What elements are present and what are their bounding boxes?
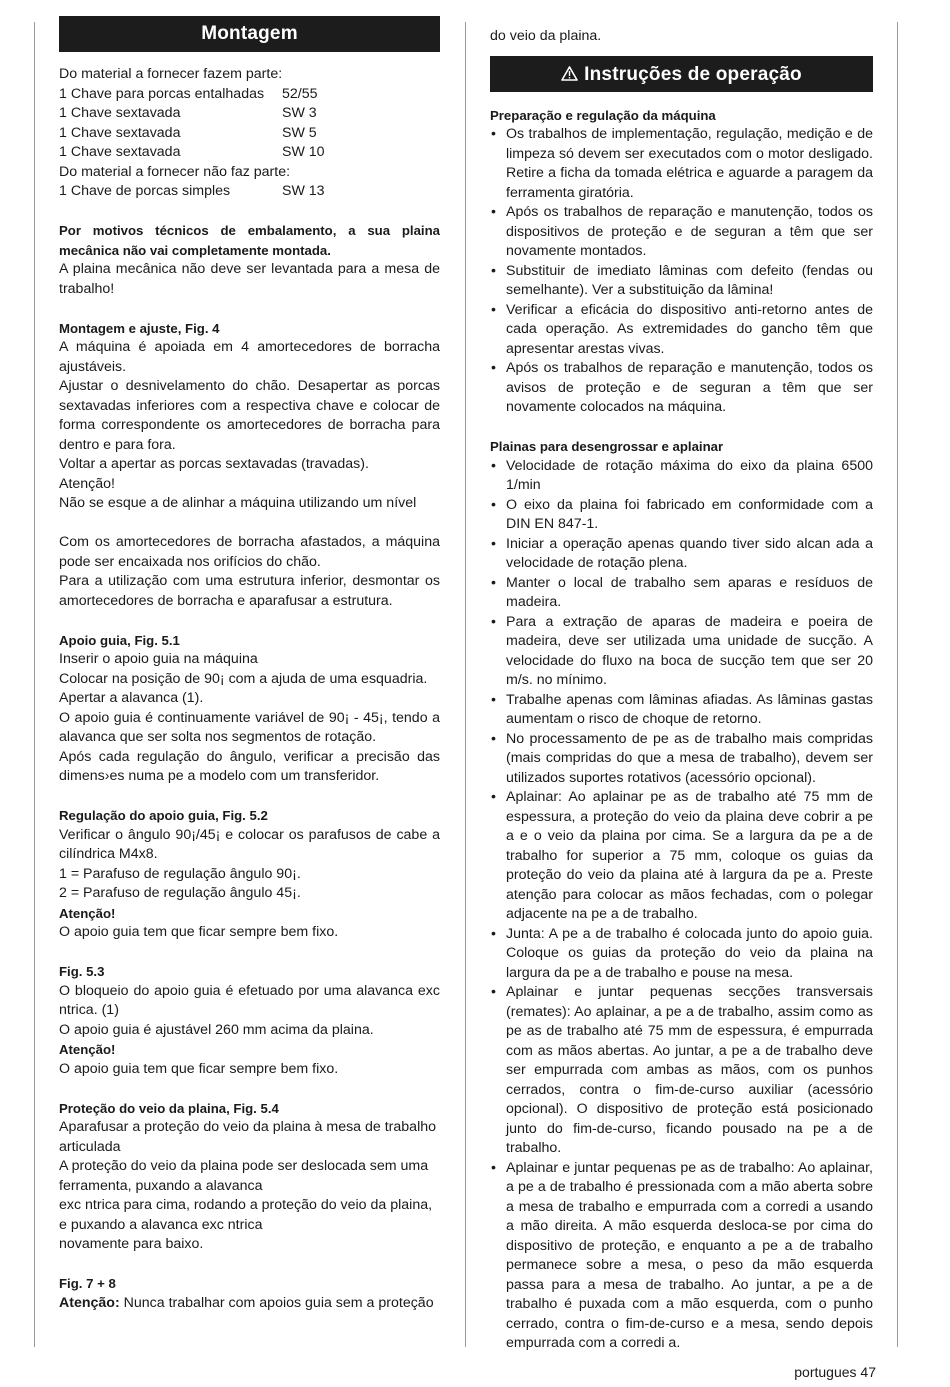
supply-item-size: SW 3 [282,105,317,121]
supply-item [59,124,440,144]
mount-line: Com os amortecedores de borracha afastados, a máquina pode ser encaixada nos orifícios do chão. [59,534,440,570]
not-included-item [59,182,440,202]
supply-item-name: 1 Chave sextavada [59,105,181,121]
mount-line: A máquina é apoiada em 4 amortecedores de borracha ajustáveis. [59,339,440,375]
warning-triangle-icon [561,56,578,92]
list-item: • Iniciar a operação apenas quando tiver sido alcan ada a velocidade de rotação plena. [490,535,873,574]
supply-item-name: 1 Chave sextavada [59,124,181,141]
list-item: • Aplainar e juntar pequenas secções transversais (remates): Ao aplainar, a pe a de trabalho, assim como as pe as de trabalho até 75 mm de espessura, é empurrada com as mãos abertas. Ao juntar, a pe a de trabalho deve ser empurrada com ambas as mãos, com os punhos cerrados, contra o fim-de-curso auxiliar (acessório opcional). O dispositivo de proteção está posicionado junto do fim-de-curso, ficando pousado na pe a de trabalho. [490,983,873,1159]
fig78-line [59,1294,440,1314]
list-item: • Substituir de imediato lâminas com defeito (fendas ou semelhante). Ver a substituição da lâmina! [490,262,873,301]
guide-line: O apoio guia é continuamente variável de 90¡ - 45¡, tendo a alavanca que ser solta nos segmentos de rotação. [59,709,440,745]
list-item: • Aplainar: Ao aplainar pe as de trabalho até 75 mm de espessura, a proteção do veio da plaina deve cobrir a pe a e o veio da plaina por cima. Se a largura da pe a de trabalho for superior a 75 mm, coloque os guias da proteção do veio da plaina até à largura da pe a. Preste atenção para colocar as mãos fechadas, com o polegar adjacente na pe a de trabalho. [490,788,873,925]
protection-heading: Proteção do veio da plaina, Fig. 5.4 [59,1100,279,1116]
list-item: • No processamento de pe as de trabalho mais compridas (mais compridas do que a mesa de trabalho), devem ser utilizados suportes rotativos (acessório opcional). [490,730,873,789]
fig78-heading: Fig. 7 + 8 [59,1276,116,1291]
planing-list [490,457,873,1354]
guide-line: Inserir o apoio guia na máquina [59,651,258,667]
mount-line: Ajustar o desnivelamento do chão. Desapertar as porcas sextavadas inferiores com a respectiva chave e colocar de forma correspondente os amortecedores de borracha para dentro e para fora. [59,378,440,453]
mount-line: Atenção! [59,475,116,492]
guide-line: Apertar a alavanca (1). [59,690,204,706]
guide-heading: Apoio guia, Fig. 5.1 [59,632,180,648]
section-title-text: Instruções de operação [584,63,802,85]
regulation-heading: Regulação do apoio guia, Fig. 5.2 [59,808,268,823]
list-item: • Para a extração de aparas de madeira e poeira de madeira, deve ser utilizada uma unidade de sucção. A velocidade do fluxo na boca de sucção tem que ser 20 m/s. no mínimo. [490,613,873,691]
list-item: • Os trabalhos de implementação, regulação, medição e de limpeza só devem ser executados com o motor desligado. Retire a ficha da tomada elétrica e aguarde a paragem da ferramenta giratória. [490,125,873,203]
list-item: • Manter o local de trabalho sem aparas e resíduos de madeira. [490,574,873,613]
not-included-size: SW 13 [282,183,325,199]
fig53-heading: Fig. 5.3 [59,964,105,979]
fig53-attention: Atenção! [59,1042,116,1057]
fig78-attention: Atenção: [59,1294,120,1311]
preparation-list [490,125,873,418]
list-item: • Após os trabalhos de reparação e manutenção, todos os dispositivos de proteção e de seguran a têm que ser novamente montados. [490,203,873,262]
mount-line: Voltar a apertar as porcas sextavadas (travadas). [59,456,369,472]
not-included-intro: Do material a fornecer não faz parte: [59,163,291,180]
right-margin-rule [897,22,898,1347]
mount-heading: Montagem e ajuste, Fig. 4 [59,320,220,336]
footer-language: portugues [794,1364,857,1380]
page-number: 47 [860,1364,876,1380]
supply-item-size: SW 5 [282,124,317,141]
list-item: • Após os trabalhos de reparação e manutenção, todos os avisos de proteção e de seguran a têm que ser novamente colocados na máquina. [490,359,873,418]
protection-line: exc ntrica para cima, rodando a proteção do veio da plaina, e puxando a alavanca exc ntrica [59,1197,433,1233]
protection-line: novamente para baixo. [59,1236,204,1252]
not-included-name: 1 Chave de porcas simples [59,183,231,199]
supply-item-name: 1 Chave para porcas entalhadas [59,85,265,102]
supply-item-size: SW 10 [282,144,325,160]
list-item: • Trabalhe apenas com lâminas afiadas. As lâminas gastas aumentam o risco de choque de retorno. [490,691,873,730]
page-footer [794,1364,876,1380]
regulation-note: O apoio guia tem que ficar sempre bem fixo. [59,924,339,940]
packaging-text: A plaina mecânica não deve ser levantada para a mesa de trabalho! [59,261,440,297]
regulation-line: Verificar o ângulo 90¡/45¡ e colocar os parafusos de cabe a cilíndrica M4x8. [59,826,440,862]
protection-line: Aparafusar a proteção do veio da plaina à mesa de trabalho articulada [59,1119,437,1155]
section-title-operacao [490,56,873,92]
continuation-text: do veio da plaina. [490,28,602,44]
section-title-montagem: Montagem [59,16,440,52]
supply-item-name: 1 Chave sextavada [59,144,181,160]
planing-heading: Plainas para desengrossar e aplainar [490,439,724,454]
supply-item [59,143,440,163]
right-column [490,27,873,1354]
mount-line: Não se esque a de alinhar a máquina utilizando um nível [59,495,417,511]
fig78-text: Nunca trabalhar com apoios guia sem a proteção [123,1294,434,1311]
regulation-line: 1 = Parafuso de regulação ângulo 90¡. [59,865,301,882]
supply-item-size: 52/55 [282,85,318,102]
packaging-notice: Por motivos técnicos de embalamento, a sua plaina mecânica não vai completamente montada. [59,223,440,258]
list-item: • Velocidade de rotação máxima do eixo da plaina 6500 1/min [490,457,873,496]
guide-line: Após cada regulação do ângulo, verificar a precisão das dimens›es numa pe a modelo com um transferidor. [59,748,440,784]
fig53-line: O bloqueio do apoio guia é efetuado por uma alavanca exc ntrica. (1) [59,982,440,1018]
protection-line: A proteção do veio da plaina pode ser deslocada sem uma ferramenta, puxando a alavanca [59,1158,429,1194]
supply-item [59,104,440,124]
fig53-note: O apoio guia tem que ficar sempre bem fixo. [59,1060,339,1077]
fig53-line: O apoio guia é ajustável 260 mm acima da plaina. [59,1021,374,1038]
list-item: • O eixo da plaina foi fabricado em conformidade com a DIN EN 847-1. [490,496,873,535]
supply-intro: Do material a fornecer fazem parte: [59,66,283,82]
regulation-line: 2 = Parafuso de regulação ângulo 45¡. [59,885,301,901]
left-margin-rule [34,22,35,1347]
preparation-heading: Preparação e regulação da máquina [490,107,716,123]
guide-line: Colocar na posição de 90¡ com a ajuda de uma esquadria. [59,670,428,687]
mount-line: Para a utilização com uma estrutura inferior, desmontar os amortecedores de borracha e aparafusar a estrutura. [59,573,440,609]
list-item: • Verificar a eficácia do dispositivo anti-retorno antes de cada operação. As extremidades do gancho têm que apresentar arestas vivas. [490,301,873,360]
regulation-attention: Atenção! [59,905,116,921]
left-column [59,16,440,1313]
center-column-rule [465,22,466,1347]
list-item: • Junta: A pe a de trabalho é colocada junto do apoio guia. Coloque os guias da proteção do veio da plaina na largura da pe a de trabalho e pouse na mesa. [490,925,873,984]
supply-item [59,85,440,105]
list-item: • Aplainar e juntar pequenas pe as de trabalho: Ao aplainar, a pe a de trabalho é pressionada com a mão aberta sobre a mesa de trabalho e empurrada com a corredi a usando a mão direita. A mão esquerda desloca-se por cima do dispositivo de proteção, e enquanto a pe a de trabalho permanece sobre a mesa, o peso da mão esquerda passa para a mesa de trabalho. Ao juntar, a pe a de trabalho é puxada com a mão esquerda, com o punho cerrado, contra o fim-de-curso e a mesa, sendo depois empurrada com a corredi a. [490,1159,873,1354]
